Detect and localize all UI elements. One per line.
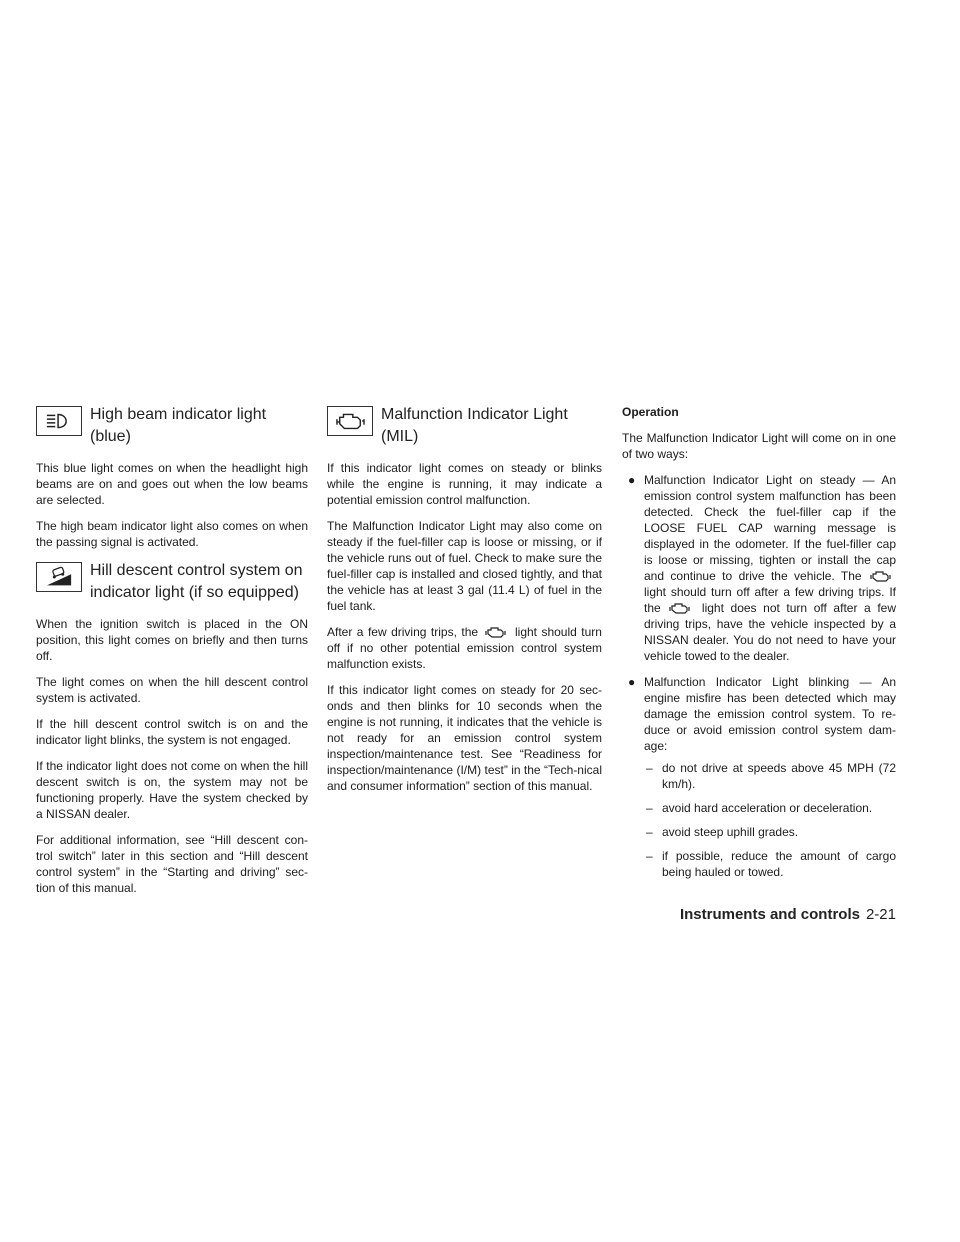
- text-span: Malfunction Indicator Light blinking — An engine misfire has been detected which may damage the emission control system. To re-duce or avoid emission control system dam-age:: [644, 675, 896, 753]
- text-span: After a few driving trips, the: [327, 625, 479, 639]
- hill-descent-title-1: Hill descent control system on: [90, 562, 303, 579]
- hill-descent-heading: [36, 560, 308, 604]
- list-item: [622, 674, 896, 880]
- paragraph: If the hill descent control switch is on and the indicator light blinks, the system is not engaged.: [36, 717, 308, 747]
- text-span: light should turn off after a few driving trips. If the: [644, 585, 896, 615]
- engine-check-icon: [327, 406, 373, 436]
- paragraph: If the indicator light does not come on when the hill descent switch is on, the system may not be functioning properly. Have the system checked by a NISSAN dealer.: [36, 759, 308, 821]
- paragraph: The high beam indicator light also comes on when the passing signal is activated.: [36, 519, 308, 549]
- paragraph: For additional information, see “Hill descent con-trol switch” later in this section and “Hill descent control system” in the “Starting and driving” sec-tion of this manual.: [36, 833, 308, 895]
- text-span: avoid hard acceleration or deceleration.: [662, 801, 873, 815]
- dash-icon: –: [646, 801, 653, 815]
- column-left: [36, 404, 308, 906]
- mil-title-1: Malfunction Indicator Light: [381, 406, 568, 423]
- list-item: [644, 824, 896, 840]
- mil-title-2: (MIL): [381, 428, 419, 445]
- hill-descent-icon: [36, 562, 82, 592]
- paragraph: This blue light comes on when the headlight high beams are on and goes out when the low beams are selected.: [36, 461, 308, 507]
- column-middle: [327, 404, 602, 804]
- dash-icon: –: [646, 825, 653, 839]
- bullet-list: [622, 472, 896, 880]
- high-beam-icon: [36, 406, 82, 436]
- dash-icon: –: [646, 849, 653, 863]
- paragraph: The Malfunction Indicator Light will come on in one of two ways:: [622, 431, 896, 461]
- dash-list: [644, 760, 896, 880]
- list-item: [644, 848, 896, 880]
- column-right: [622, 404, 896, 890]
- paragraph: The Malfunction Indicator Light may also come on steady if the fuel-filler cap is loose or missing, or if the vehicle runs out of fuel. Check to make sure the fuel-filler cap is installed and closed tightly, and that the vehicle has at least 3 gal (11.4 L) of fuel in the fuel tank.: [327, 519, 602, 613]
- list-item: [622, 472, 896, 664]
- text-span: light should turn off if no other potential emission control system malfunction exists.: [327, 625, 602, 671]
- hill-descent-title-2: indicator light (if so equipped): [90, 584, 300, 601]
- dash-icon: –: [646, 761, 653, 775]
- paragraph: When the ignition switch is placed in the ON position, this light comes on briefly and then turns off.: [36, 617, 308, 663]
- high-beam-heading: [36, 404, 308, 448]
- list-item: [644, 800, 896, 816]
- mil-heading: [327, 404, 602, 448]
- text-span: avoid steep uphill grades.: [662, 825, 799, 839]
- bullet-icon: ●: [628, 473, 636, 487]
- text-span: Malfunction Indicator Light on steady — An emission control system malfunction has been detected. Check the fuel-filler cap if the LOOSE FUEL CAP warning message is displayed in the odometer. If the fuel-filler cap is loose or missing, tighten or install the cap and continue to drive the vehicle. The: [644, 473, 896, 583]
- page-footer: [680, 906, 896, 923]
- engine-check-icon: [868, 569, 896, 583]
- paragraph: The light comes on when the hill descent control system is activated.: [36, 675, 308, 705]
- operation-heading: Operation: [622, 405, 679, 419]
- engine-check-icon: [483, 625, 511, 639]
- text-span: light does not turn off after a few driving trips, have the vehicle inspected by a NISSAN dealer. You do not need to have your vehicle towed to the dealer.: [644, 601, 896, 663]
- engine-check-icon: [667, 601, 695, 615]
- page-number: 2-21: [865, 906, 896, 923]
- high-beam-title-2: (blue): [90, 428, 131, 445]
- text-span: if possible, reduce the amount of cargo being hauled or towed.: [662, 849, 896, 879]
- high-beam-title-1: High beam indicator light: [90, 406, 267, 423]
- paragraph: If this indicator light comes on steady or blinks while the engine is running, it may indicate a potential emission control malfunction.: [327, 461, 602, 507]
- bullet-icon: ●: [628, 675, 636, 689]
- paragraph: If this indicator light comes on steady for 20 sec-onds and then blinks for 10 seconds when the engine is not running, it indicates that the vehicle is not ready for an emission control system inspection/maintenance test. See “Readiness for inspection/maintenance (I/M) test” in the “Tech-nical and consumer information” section of this manual.: [327, 683, 602, 793]
- footer-section-title: Instruments and controls: [679, 906, 860, 923]
- paragraph: [327, 624, 602, 672]
- list-item: [644, 760, 896, 792]
- text-span: do not drive at speeds above 45 MPH (72 km/h).: [662, 761, 896, 791]
